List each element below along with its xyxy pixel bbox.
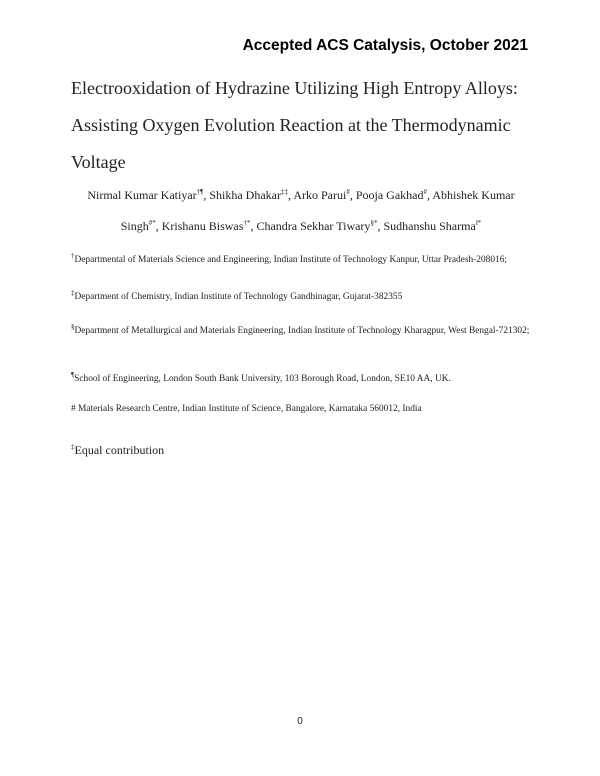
author-affiliation-mark: # <box>423 188 427 196</box>
author-affiliation-mark: †* <box>243 219 251 227</box>
author-line-1 <box>71 180 531 211</box>
equal-contribution-text: Equal contribution <box>74 443 165 457</box>
author-name: Shikha Dhakar <box>209 188 281 202</box>
affiliation-mark: § <box>71 322 75 331</box>
affiliation-kharagpur <box>71 320 541 342</box>
author-name: Sudhanshu Sharma <box>383 219 476 233</box>
author-list <box>71 180 531 242</box>
author-separator: , <box>426 188 433 202</box>
equal-contribution-mark: ‡ <box>71 443 75 451</box>
author-name: Chandra Sekhar Tiwary <box>256 219 371 233</box>
author-separator: , <box>377 219 384 233</box>
author-affiliation-mark: ‡‡ <box>280 188 288 196</box>
author-affiliation-mark: ‖* <box>475 219 482 227</box>
author-name: Pooja Gakhad <box>355 188 424 202</box>
affiliation-mark: † <box>71 251 75 260</box>
author-separator: , <box>203 188 210 202</box>
affiliation-gandhinagar <box>71 288 541 302</box>
affiliation-text: Department of Metallurgical and Materials Engineering, Indian Institute of Technology Kharagpur, West Bengal-721302; <box>74 326 530 336</box>
author-separator: , <box>250 219 257 233</box>
author-name: Krishanu Biswas <box>161 219 244 233</box>
author-name: Arko Parui <box>293 188 347 202</box>
title-line-3: Voltage <box>71 152 126 172</box>
equal-contribution-note <box>71 443 164 458</box>
affiliation-mark: ‡ <box>71 288 75 297</box>
affiliation-london <box>71 370 541 384</box>
author-affiliation-mark: #* <box>148 219 156 227</box>
author-affiliation-mark: §* <box>370 219 378 227</box>
author-separator: , <box>287 188 294 202</box>
author-name: Abhishek Kumar <box>432 188 515 202</box>
affiliation-text: School of Engineering, London South Bank University, 103 Borough Road, London, SE10 AA, UK. <box>74 374 451 384</box>
affiliation-text: # Materials Research Centre, Indian Institute of Science, Bangalore, Karnataka 560012, India <box>71 404 422 414</box>
author-separator: , <box>349 188 356 202</box>
affiliation-mark: ¶ <box>71 370 75 379</box>
affiliation-bangalore <box>71 404 541 414</box>
acceptance-banner: Accepted ACS Catalysis, October 2021 <box>242 37 528 54</box>
affiliation-text: Departmental of Materials Science and Engineering, Indian Institute of Technology Kanpur, Uttar Pradesh-208016; <box>74 255 508 265</box>
affiliation-text: Department of Chemistry, Indian Institute of Technology Gandhinagar, Gujarat-382355 <box>74 292 403 302</box>
author-affiliation-mark: # <box>346 188 350 196</box>
title-line-1: Electrooxidation of Hydrazine Utilizing High Entropy Alloys: <box>71 78 518 98</box>
author-name: Nirmal Kumar Katiyar <box>87 188 197 202</box>
author-separator: , <box>155 219 162 233</box>
author-affiliation-mark: †¶ <box>196 188 204 196</box>
title-line-2: Assisting Oxygen Evolution Reaction at the Thermodynamic <box>71 115 511 135</box>
affiliation-kanpur <box>71 251 541 265</box>
author-line-2 <box>71 211 531 242</box>
paper-title <box>71 70 541 181</box>
page-number: 0 <box>297 716 303 727</box>
author-name: Singh <box>120 219 149 233</box>
